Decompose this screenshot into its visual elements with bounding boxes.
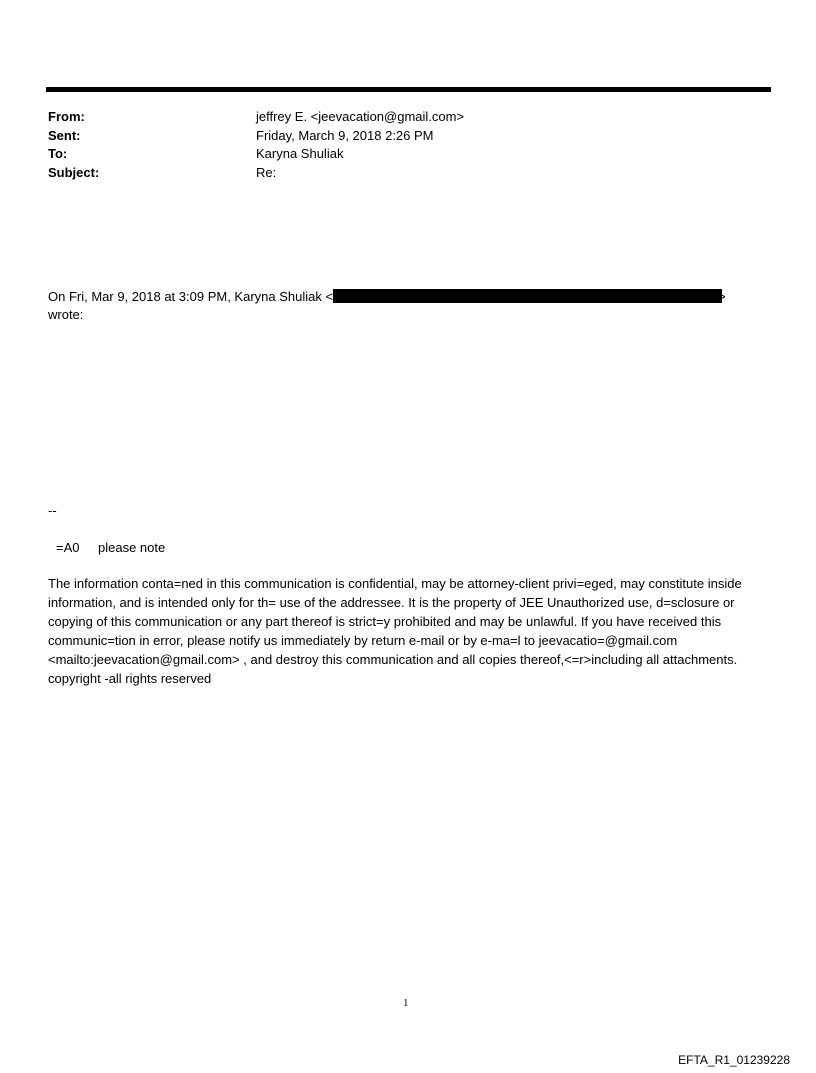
encoding-artifact: =A0 [56, 540, 80, 555]
sent-label: Sent: [48, 127, 81, 143]
subject-row [48, 164, 464, 183]
page-number: 1 [403, 997, 409, 1009]
note-text: please note [98, 540, 166, 555]
reply-prefix: On Fri, Mar 9, 2018 at 3:09 PM, Karyna Shuliak < [48, 289, 334, 304]
to-value: Karyna Shuliak [256, 146, 344, 161]
sent-row [48, 127, 464, 146]
sent-value: Friday, March 9, 2018 2:26 PM [256, 127, 434, 143]
reply-wrote: wrote: [48, 307, 84, 322]
from-value: jeffrey E. <jeevacation@gmail.com> [256, 109, 465, 124]
from-row [48, 108, 464, 127]
reply-attribution [48, 288, 748, 324]
confidentiality-disclaimer: The information conta=ned in this communication is confidential, may be attorney-client privi=eged, may constitute inside information, and is intended only for th= use of the addressee. It is the property of JEE Unauthorized use, d=sclosure or copying of this communication or any part thereof is strict=y prohibited and may be unlawful. If you have received this communic=tion in error, please notify us immediately by return e-mail or by e-ma=l to jeevacatio=@gmail.com <mailto:jeevacation@gmail.com> , and destroy this communication and all copies thereof,<=r>including all attachments. copyright -all rights reserved [48, 576, 742, 686]
email-header [48, 108, 464, 182]
reply-suffix: > [718, 289, 726, 304]
from-label: From: [48, 109, 85, 124]
subject-value: Re: [256, 164, 277, 180]
redaction-bar [333, 289, 722, 303]
header-rule [46, 87, 771, 92]
to-label: To: [48, 146, 68, 161]
document-id: EFTA_R1_01239228 [678, 1053, 790, 1067]
to-row [48, 145, 464, 164]
signature-note [56, 540, 165, 555]
signature-separator: -- [48, 503, 57, 518]
subject-label: Subject: [48, 164, 100, 180]
